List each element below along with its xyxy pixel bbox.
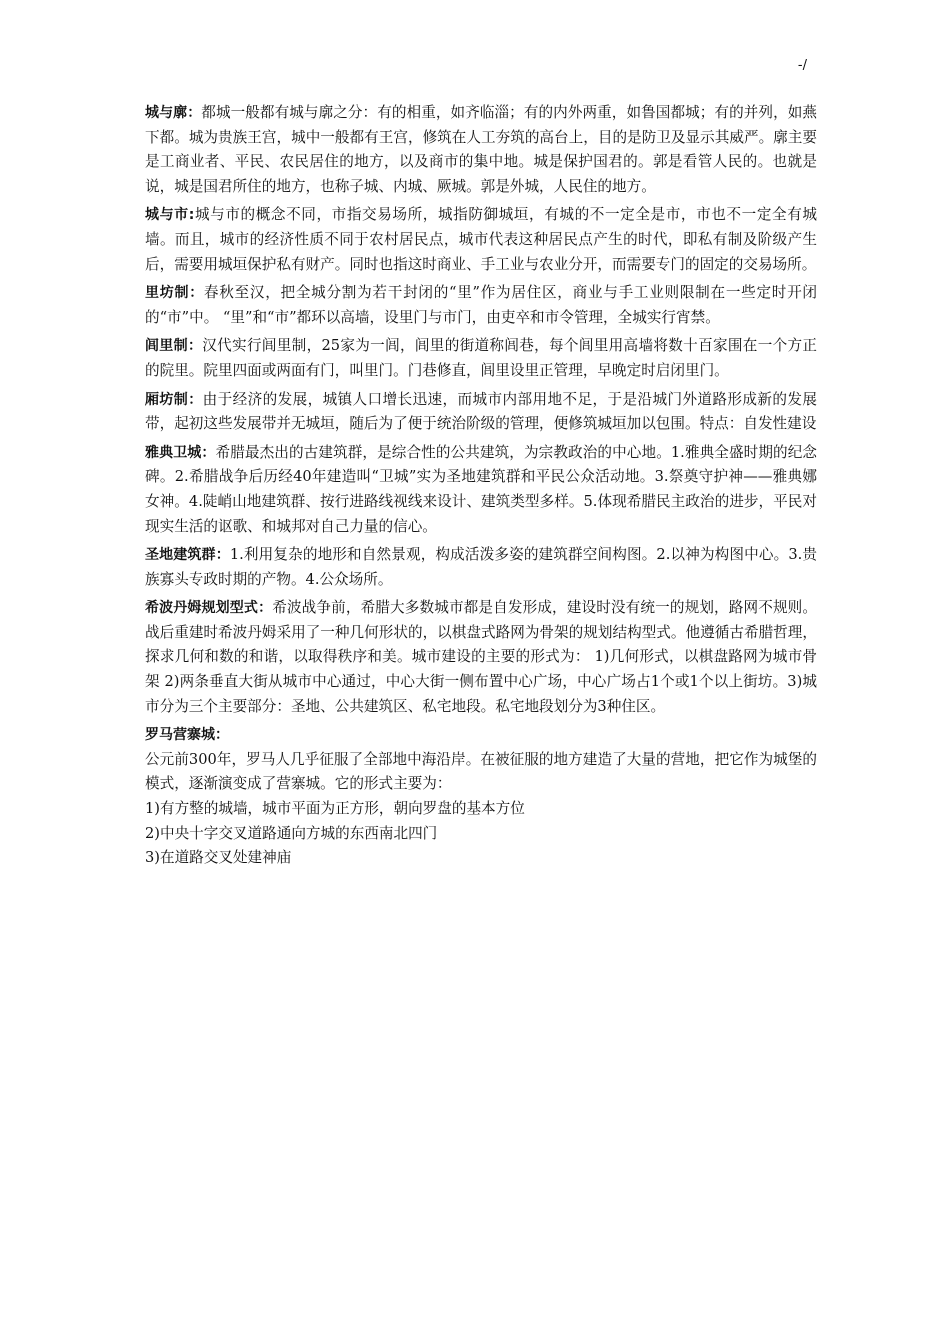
term-roman-camp-city: 罗马营寨城：	[145, 727, 229, 744]
definition-text: 都城一般都有城与廓之分：有的相重，如齐临淄；有的内外两重，如鲁国都城；有的并列，如燕下都。城为贵族王宫，城中一般都有王宫，修筑在人工夯筑的高台上，目的是防卫及显示其威严。廓主要是工商业者、平民、农民居住的地方，以及商市的集中地。城是保护国君的。郭是看管人民的。也就是说，城是国君所住的地方，也称子城、内城、厥城。郭是外城，人民住的地方。	[145, 104, 817, 195]
paragraph-sacred-complex	[145, 543, 817, 592]
roman-point-2: 2)中央十字交叉道路通向方城的东西南北四门	[145, 824, 438, 842]
roman-intro: 公元前300年，罗马人几乎征服了全部地中海沿岸。在被征服的地方建造了大量的营地，把它作为城堡的模式，逐渐演变成了营寨城。它的形式主要为：	[145, 750, 817, 793]
page-mark: -/	[797, 58, 807, 73]
roman-point-1: 1)有方整的城墙，城市平面为正方形，朝向罗盘的基本方位	[145, 800, 525, 818]
term-lv-li-zhi: 闾里制：	[145, 338, 203, 355]
term-acropolis: 雅典卫城：	[145, 444, 216, 461]
paragraph-cheng-yu-kuo	[145, 101, 817, 199]
definition-text: 希波战争前，希腊大多数城市都是自发形成，建设时没有统一的规划，路网不规则。战后重建时希波丹姆采用了一种几何形状的，以棋盘式路网为骨架的规划结构型式。他遵循古希腊哲理，探求几何和数的和谐，以取得秩序和美。城市建设的主要的形式为： 1)几何形式，以棋盘路网为城市骨架 2)两条垂直大街从城市中心通过，中心大街一侧布置中心广场，中心广场占1个或1个以上街坊。3)城市分为三个主要部分：圣地、公共建筑区、私宅地段。私宅地段划分为3种住区。	[145, 599, 818, 715]
definition-text: 城与市的概念不同，市指交易场所，城指防御城垣，有城的不一定全是市，市也不一定全有城墙。而且，城市的经济性质不同于农村居民点，城市代表这种居民点产生的时代，即私有制及阶级产生后，需要用城垣保护私有财产。同时也指这时商业、手工业与农业分开，而需要专门的固定的交易场所。	[145, 206, 817, 273]
term-li-fang-zhi: 里坊制：	[145, 285, 204, 302]
term-cheng-yu-kuo: 城与廓：	[145, 105, 202, 121]
definition-text: 由于经济的发展，城镇人口增长迅速，而城市内部用地不足，于是沿城门外道路形成新的发展带，起初这些发展带并无城垣，随后为了便于统治阶级的管理，便修筑城垣加以包围。特点：自发性建设	[145, 390, 817, 433]
paragraph-hippodamus	[145, 596, 817, 719]
definition-text: 希腊最杰出的古建筑群，是综合性的公共建筑，为宗教政治的中心地。1.雅典全盛时期的纪念碑。2.希腊战争后历经40年建造叫“卫城”实为圣地建筑群和平民公众活动地。3.祭奠守护神——雅典娜女神。4.陡峭山地建筑群、按行进路线视线来设计、建筑类型多样。5.体现希腊民主政治的进步，平民对现实生活的讴歌、和城邦对自己力量的信心。	[145, 443, 818, 535]
heading-roman-camp-city	[145, 723, 817, 748]
document-body	[145, 101, 817, 871]
term-hippodamus: 希波丹姆规划型式：	[145, 600, 273, 617]
definition-text: 1.利用复杂的地形和自然景观，构成活泼多姿的建筑群空间构图。2.以神为构图中心。3.贵族寡头专政时期的产物。4.公众场所。	[145, 546, 818, 588]
paragraph-xiang-fang-zhi	[145, 388, 817, 437]
term-sacred-complex: 圣地建筑群：	[145, 547, 230, 564]
paragraph-acropolis	[145, 441, 817, 539]
definition-text: 春秋至汉，把全城分割为若干封闭的“里”作为居住区，商业与手工业则限制在一些定时开闭的“市”中。 “里”和“市”都环以高墙，设里门与市门，由吏卒和市令管理，全城实行宵禁。	[145, 284, 818, 326]
paragraph-li-fang-zhi	[145, 281, 817, 330]
term-xiang-fang-zhi: 厢坊制：	[145, 391, 203, 408]
definition-text: 汉代实行闾里制，25家为一闾，闾里的街道称闾巷，每个闾里用高墙将数十百家围在一个方正的院里。院里四面或两面有门，叫里门。门巷修直，闾里设里正管理，早晚定时启闭里门。	[145, 337, 818, 379]
paragraph-lv-li-zhi	[145, 334, 817, 383]
term-cheng-yu-shi: 城与市:	[145, 207, 195, 224]
paragraph-cheng-yu-shi	[145, 203, 817, 277]
roman-point-3: 3)在道路交叉处建神庙	[145, 849, 292, 867]
